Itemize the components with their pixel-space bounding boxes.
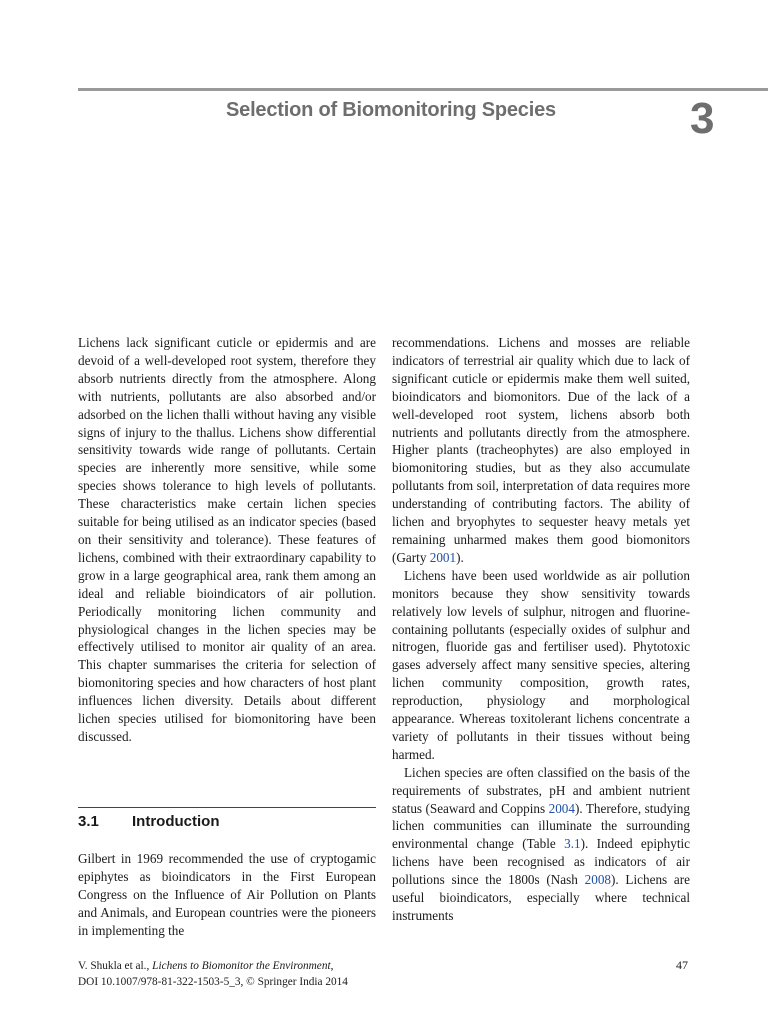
section-title: Introduction — [132, 813, 220, 830]
text-run: recommendations. Lichens and mosses are reliable indicators of terrestrial air quality which due to lack of significant cuticle or epidermis make them well suited, bioindicators and biomonitors. Due of the lack of a well-developed root system, lichens absorb both nutrients and pollutants directly from the atmosphere. Higher plants (tracheophytes) are also employed in biomonitoring studies, but as they also accumulate pollutants from soil, interpretation of data requires more understanding of contributing factors. The ability of lichen and bryophytes to sequester heavy metals yet remaining unharmed makes them good biomonitors (Garty — [392, 335, 690, 565]
section-heading — [78, 813, 219, 830]
top-rule — [78, 88, 768, 91]
footer-comma: , — [330, 960, 334, 972]
citation-link[interactable]: 2004 — [548, 800, 575, 816]
abstract-column — [78, 334, 376, 746]
abstract-paragraph: Lichens lack significant cuticle or epidermis and are devoid of a well-developed root system, therefore they absorb nutrients directly from the atmosphere. Along with nutrients, pollutants are also absorbed and/or adsorbed on the lichen thalli without having any visible signs of injury to the thallus. Lichens show differential sensitivity towards wide range of pollutants. Certain species are inherently more sensitive, while some species shows tolerance to high levels of pollutants. These characteristics make certain lichen species suitable for being utilised as an indicator species (based on their sensitivity and tolerance). These features of lichens, combined with their extraordinary capability to grow in a large geographical area, rank them among an ideal and reliable bioindicators of air pollution. Periodically monitoring lichen community and physiological changes in the lichen species may be effectively utilised to monitor air quality of an area. This chapter summarises the criteria for selection of biomonitoring species and how characters of host plant influences lichen diversity. Details about different lichen species utilised for biomonitoring have been discussed. — [78, 335, 376, 744]
text-run: ). Lichens are useful bioindicators, especially where technical instruments — [392, 872, 690, 923]
right-paragraph-1 — [392, 334, 690, 567]
page-number: 47 — [676, 958, 688, 972]
text-run: Lichen species are often classified on the basis of the requirements of substrates, pH and ambient nutrient status (Seaward and Coppins — [392, 764, 690, 816]
right-column — [392, 334, 690, 925]
right-paragraph-3 — [392, 764, 690, 925]
citation-link[interactable]: 2008 — [584, 872, 611, 888]
table-reference-link[interactable]: 3.1 — [564, 836, 581, 852]
right-paragraph-2: Lichens have been used worldwide as air pollution monitors because they show sensitivity towards relatively low levels of sulphur, nitrogen and fluorine-containing pollutants (especially oxides of sulphur and nitrogen, fluoride gas and fertiliser used). Phytotoxic gases adversely affect many sensitive species, altering lichen community composition, growth rates, reproduction, physiology and morphological appearance. Whereas toxitolerant lichens concentrate a variety of pollutants in their tissues without being harmed. — [392, 567, 690, 762]
chapter-number: 3 — [690, 94, 715, 143]
section-rule — [78, 807, 376, 808]
footer-book-title: Lichens to Biomonitor the Environment — [152, 960, 331, 972]
intro-column — [78, 850, 376, 940]
chapter-title: Selection of Biomonitoring Species — [226, 99, 556, 121]
citation-link[interactable]: 2001 — [429, 549, 457, 565]
section-number: 3.1 — [78, 813, 99, 830]
footer-citation-line — [78, 958, 348, 974]
footer-authors: V. Shukla et al., — [78, 960, 153, 972]
text-run: ). Indeed epiphytic lichens have been recognised as indicators of air pollutions since the 1800s (Nash — [392, 836, 690, 888]
footer — [78, 958, 348, 990]
text-run: ). — [456, 549, 464, 565]
intro-paragraph: Gilbert in 1969 recommended the use of cryptogamic epiphytes as bioindicators in the First European Congress on the Influence of Air Pollution on Plants and Animals, and European countries were the pioneers in implementing the — [78, 851, 376, 938]
footer-doi: DOI 10.1007/978-81-322-1503-5_3, © Springer India 2014 — [78, 976, 348, 988]
text-run: ). Therefore, studying lichen communities can illuminate the surrounding environmental change (Table — [392, 800, 690, 852]
